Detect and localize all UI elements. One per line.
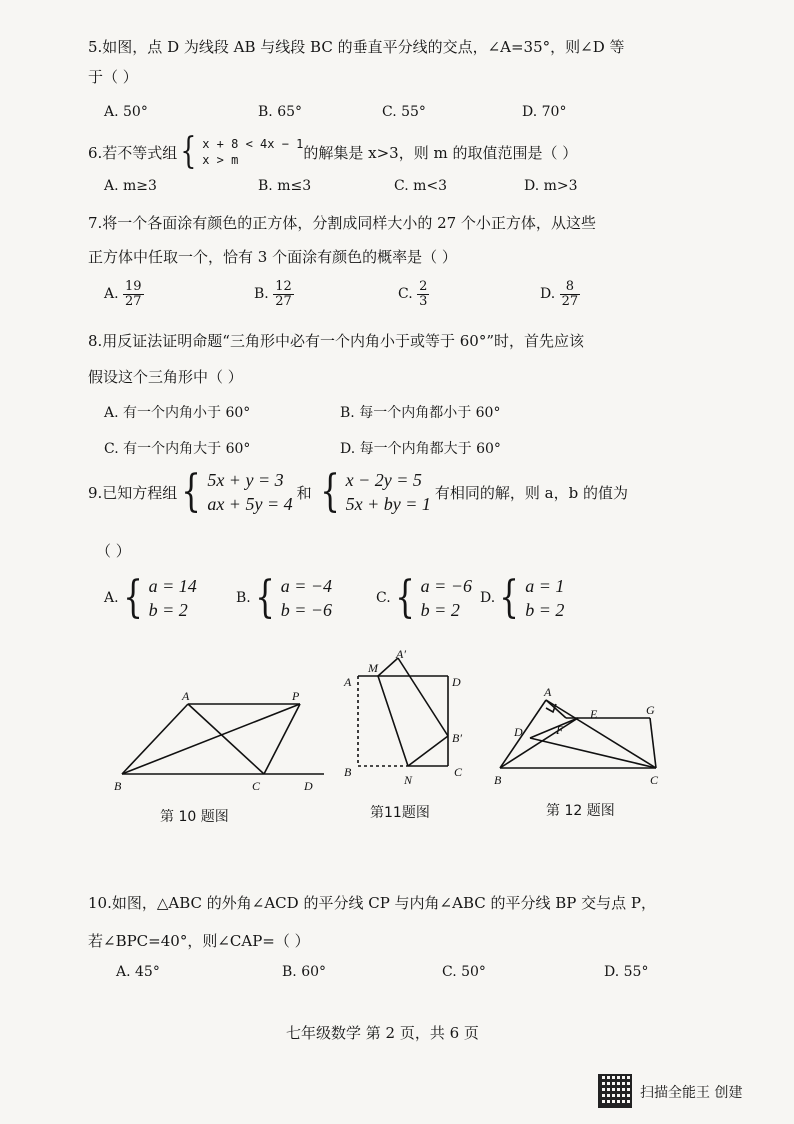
fig11-caption: 第11题图 [370,805,430,821]
q9-sys1-line1: 5x + y = 3 [207,470,284,490]
q9-system-2: { x − 2y = 5 5x + by = 1 [319,466,431,518]
q7-option-b: B. $\frac{12}{27}$ [254,279,292,309]
q5-line2: 于（ ） [88,68,138,86]
q7-option-d: D. $\frac{8}{27}$ [540,279,579,309]
q9-suffix: 有相同的解，则 a，b 的值为 [434,483,628,502]
fig10-line-bp [122,704,300,774]
q9-option-b: B. { a = −4 b = −6 [236,572,333,624]
fig10-line-ab [122,704,188,774]
q6-inequality-system: { x + 8 < 4x − 1 x > m [180,131,304,172]
q10-line1: 10.如图，△ABC 的外角∠ACD 的平分线 CP 与内角∠ABC 的平分线 BP 交与点 P， [88,894,657,912]
fig10-label-a: A [182,689,190,703]
fig11-label-b-prime: B′ [452,731,462,745]
q6-stem [88,131,578,172]
q8-option-c: C. 有一个内角大于 60° [104,441,251,457]
q10-option-d: D. 55° [604,964,649,980]
q10-line2: 若∠BPC=40°，则∠CAP=（ ） [88,932,310,950]
q6-option-c: C. m<3 [394,178,448,194]
fig11-line-ma-prime [378,658,398,676]
q6-prefix: 6.若不等式组 [88,143,178,162]
q9-sys1-line2: ax + 5y = 4 [207,494,293,515]
q7-option-b-fraction: $\frac{12}{27}$ [275,279,292,309]
q7-option-c: C. $\frac{2}{3}$ [398,279,428,309]
q8-line2: 假设这个三角形中（ ） [88,368,243,386]
q7-option-a: A. $\frac{19}{27}$ [104,279,142,309]
q10-option-b: B. 60° [282,964,327,980]
q8-option-d: D. 每一个内角都大于 60° [340,441,501,457]
fig10-label-p: P [292,689,300,703]
fig11-label-m: M [368,661,378,675]
q7-option-a-fraction: $\frac{19}{27}$ [125,279,142,309]
q9-sys2-line2: 5x + by = 1 [345,494,431,515]
fig12-label-e: E [590,707,598,721]
q6-suffix: 的解集是 x>3，则 m 的取值范围是（ ） [303,143,578,162]
figure-12 [500,700,656,768]
scanner-watermark: 扫描全能王 创建 [640,1085,743,1101]
q7-option-c-fraction: $\frac{2}{3}$ [419,279,428,309]
fig10-label-c: C [252,779,261,793]
q8-option-b: B. 每一个内角都小于 60° [340,405,501,421]
fig12-label-d: D [514,725,523,739]
figure-10 [122,704,324,774]
fig12-label-b: B [494,773,502,787]
fig11-label-n: N [404,773,413,787]
q8-line1: 8.用反证法证明命题“三角形中必有一个内角小于或等于 60°”时，首先应该 [88,332,585,350]
fig10-caption: 第 10 题图 [160,809,229,825]
q9-sys2-line1: x − 2y = 5 [345,470,422,490]
q9-mid: 和 [296,483,312,502]
q9-option-a: A. { a = 14 b = 2 [104,572,197,624]
fig10-label-b: B [114,779,122,793]
fig11-label-a-prime: A′ [396,647,406,661]
fig11-line-a-prime-b-prime [398,658,448,736]
q5-option-c: C. 55° [382,104,426,120]
fig11-line-mn [378,676,408,766]
q10-option-a: A. 45° [116,964,160,980]
q5-option-d: D. 70° [522,104,567,120]
q7-line2: 正方体中任取一个，恰有 3 个面涂有颜色的概率是（ ） [88,248,457,266]
q6-option-a: A. m≥3 [104,178,157,194]
fig12-label-f: F [556,723,564,737]
fig12-line-be [500,718,578,768]
q10-option-c: C. 50° [442,964,486,980]
q7-line1: 7.将一个各面涂有颜色的正方体，分割成同样大小的 27 个小正方体，从这些 [88,214,596,232]
q9-option-c: C. { a = −6 b = 2 [376,572,472,624]
q6-sys-line1: x + 8 < 4x − 1 [202,136,304,151]
q9-paren: （ ） [96,542,131,560]
figures-canvas [0,640,794,810]
q8-option-a: A. 有一个内角小于 60° [104,405,251,421]
fig12-label-g: G [646,703,655,717]
q5-option-a: A. 50° [104,104,148,120]
q5-option-b: B. 65° [258,104,303,120]
fig12-line-gc [650,718,656,768]
q5-line1: 5.如图，点 D 为线段 AB 与线段 BC 的垂直平分线的交点，∠A=35°，则∠D 等 [88,38,625,56]
fig11-label-b: B [344,765,352,779]
fig12-line-dc [530,738,656,768]
q9-stem [88,468,628,517]
fig11-label-d: D [452,675,461,689]
page-footer: 七年级数学 第 2 页，共 6 页 [286,1024,479,1042]
fig12-label-c: C [650,773,659,787]
fig10-line-cp [264,704,300,774]
fig11-label-c: C [454,765,463,779]
q9-system-1: { 5x + y = 3 ax + 5y = 4 [181,466,293,518]
fig10-label-d: D [304,779,313,793]
q7-option-d-fraction: $\frac{8}{27}$ [561,279,579,309]
qr-code-icon [598,1074,632,1108]
q6-option-b: B. m≤3 [258,178,312,194]
fig12-caption: 第 12 题图 [546,803,615,819]
fig12-label-a: A [544,685,552,699]
fig10-line-ac [188,704,264,774]
q9-option-d: D. { a = 1 b = 2 [480,572,565,624]
fig11-line-nb-prime [408,736,448,766]
q6-sys-line2: x > m [202,153,239,167]
fig11-label-a: A [344,675,352,689]
q9-prefix: 9.已知方程组 [88,483,178,502]
q6-option-d: D. m>3 [524,178,578,194]
fig12-line-de [530,718,578,738]
